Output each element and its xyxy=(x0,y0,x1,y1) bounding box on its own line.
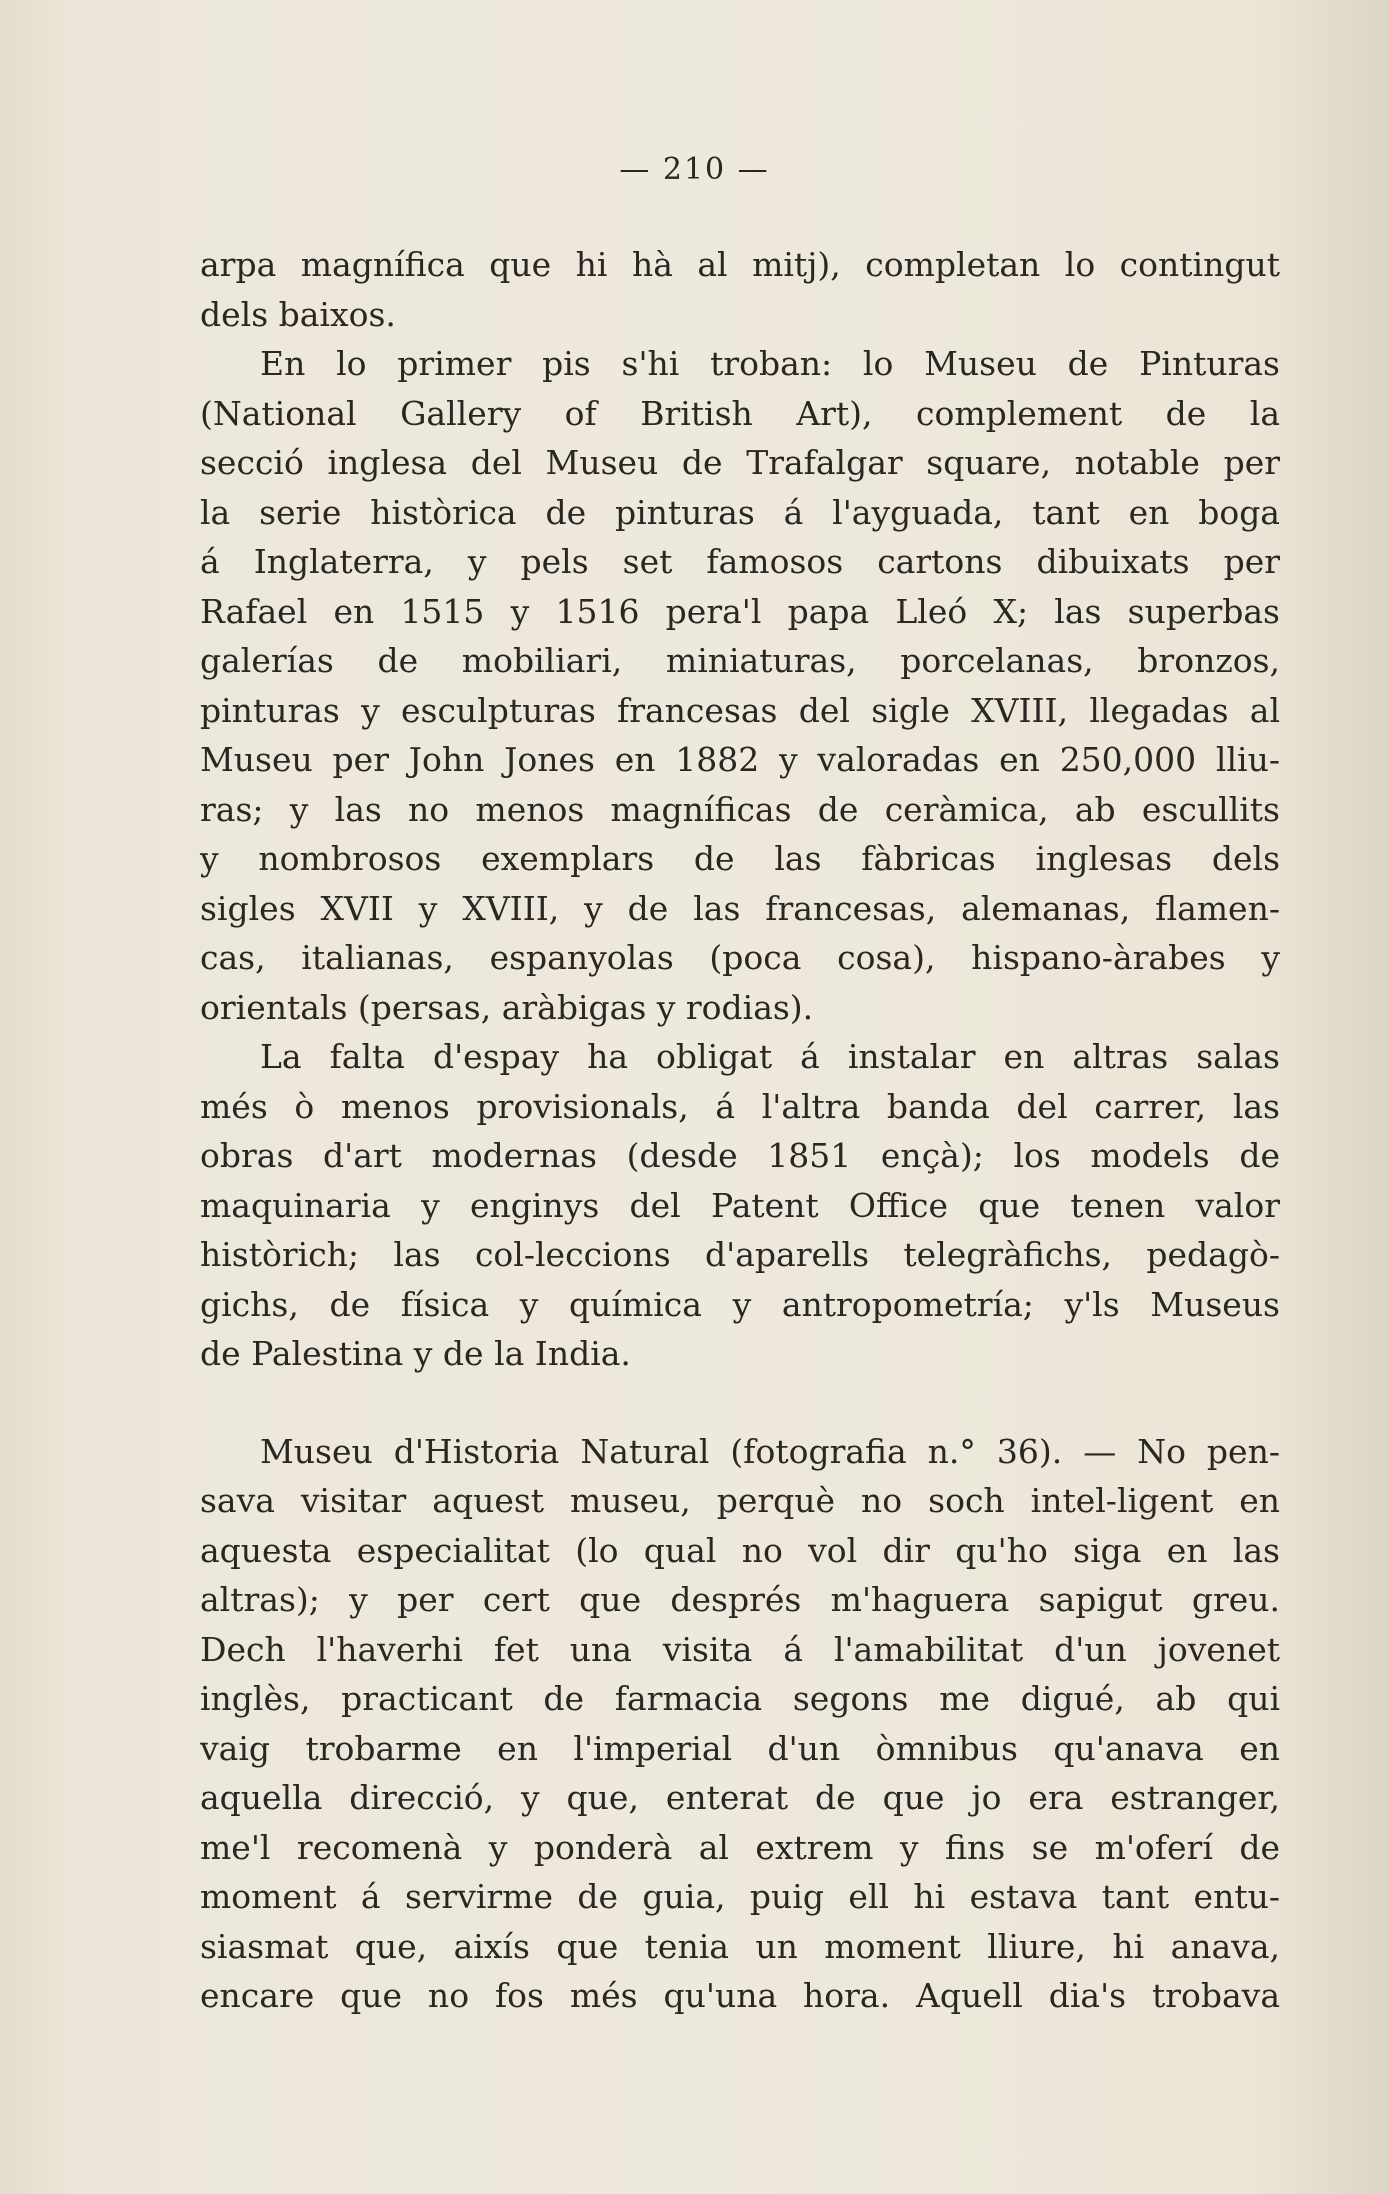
text-line: ras; y las no menos magníficas de ceràmica, ab escullits xyxy=(200,789,1280,829)
text-line: siasmat que, aixís que tenia un moment lliure, hi anava, xyxy=(200,1926,1280,1966)
text-line: secció inglesa del Museu de Trafalgar square, notable per xyxy=(200,443,1280,482)
text-line: més ò menos provisionals, á l'altra banda del carrer, las xyxy=(200,1086,1280,1126)
page-number: — 210 — xyxy=(619,152,770,187)
text-line: y nombrosos exemplars de las fàbricas inglesas dels xyxy=(200,839,1280,878)
text-line: moment á servirme de guia, puig ell hi estava tant entu- xyxy=(200,1877,1280,1916)
paragraph xyxy=(200,339,1280,1032)
text-line: galerías de mobiliari, miniaturas, porcelanas, bronzos, xyxy=(200,641,1280,680)
text-line: (National Gallery of British Art), complement de la xyxy=(200,393,1280,433)
text-line: de Palestina y de la India. xyxy=(200,1334,631,1373)
text-line: sigles XVII y XVIII, y de las francesas, alemanas, flamen- xyxy=(200,888,1280,928)
text-line: Museu d'Historia Natural (fotografia n.° 36). — No pen- xyxy=(260,1431,1280,1471)
text-line: á Inglaterra, y pels set famosos cartons dibuixats per xyxy=(200,542,1280,581)
text-line: altras); y per cert que després m'haguera sapigut greu. xyxy=(200,1580,1280,1619)
text-line: me'l recomenà y ponderà al extrem y fins se m'oferí de xyxy=(200,1827,1280,1867)
text-line: obras d'art modernas (desde 1851 ençà); los models de xyxy=(200,1136,1280,1175)
text-line: cas, italianas, espanyolas (poca cosa), hispano-àrabes y xyxy=(200,938,1280,977)
text-line: maquinaria y enginys del Patent Office que tenen valor xyxy=(200,1185,1280,1225)
text-line: pinturas y esculpturas francesas del sigle XVIII, llegadas al xyxy=(200,690,1280,730)
text-line: Rafael en 1515 y 1516 pera'l papa Lleó X; las superbas xyxy=(200,591,1280,631)
text-line: orientals (persas, aràbigas y rodias). xyxy=(200,987,814,1027)
text-line: la serie històrica de pinturas á l'ayguada, tant en boga xyxy=(200,492,1280,532)
text-line: encare que no fos més qu'una hora. Aquell dia's trobava xyxy=(200,1976,1280,2015)
paragraph xyxy=(200,240,1280,339)
text-line: vaig trobarme en l'imperial d'un òmnibus qu'anava en xyxy=(200,1728,1280,1768)
text-line: La falta d'espay ha obligat á instalar en altras salas xyxy=(260,1037,1280,1076)
text-line: aquesta especialitat (lo qual no vol dir qu'ho siga en las xyxy=(200,1530,1280,1570)
section-gap xyxy=(200,1379,1280,1427)
text-line: En lo primer pis s'hi troban: lo Museu de Pinturas xyxy=(260,344,1280,383)
text-line: històrich; las col-leccions d'aparells telegràfichs, pedagò- xyxy=(200,1235,1280,1274)
text-line: Museu per John Jones en 1882 y valoradas en 250,000 lliu- xyxy=(200,740,1280,779)
text-line: gichs, de física y química y antropometría; y'ls Museus xyxy=(200,1284,1280,1324)
text-line: sava visitar aquest museu, perquè no soch intel-ligent en xyxy=(200,1481,1280,1520)
paragraph xyxy=(200,1032,1280,1379)
text-line: arpa magnífica que hi hà al mitj), completan lo contingut xyxy=(200,245,1280,284)
body-text xyxy=(200,240,1280,2021)
text-line: dels baixos. xyxy=(200,294,396,334)
text-line: inglès, practicant de farmacia segons me digué, ab qui xyxy=(200,1679,1280,1718)
text-line: Dech l'haverhi fet una visita á l'amabilitat d'un jovenet xyxy=(200,1629,1280,1669)
paragraph xyxy=(200,1427,1280,2021)
text-line: aquella direcció, y que, enterat de que jo era estranger, xyxy=(200,1778,1280,1817)
